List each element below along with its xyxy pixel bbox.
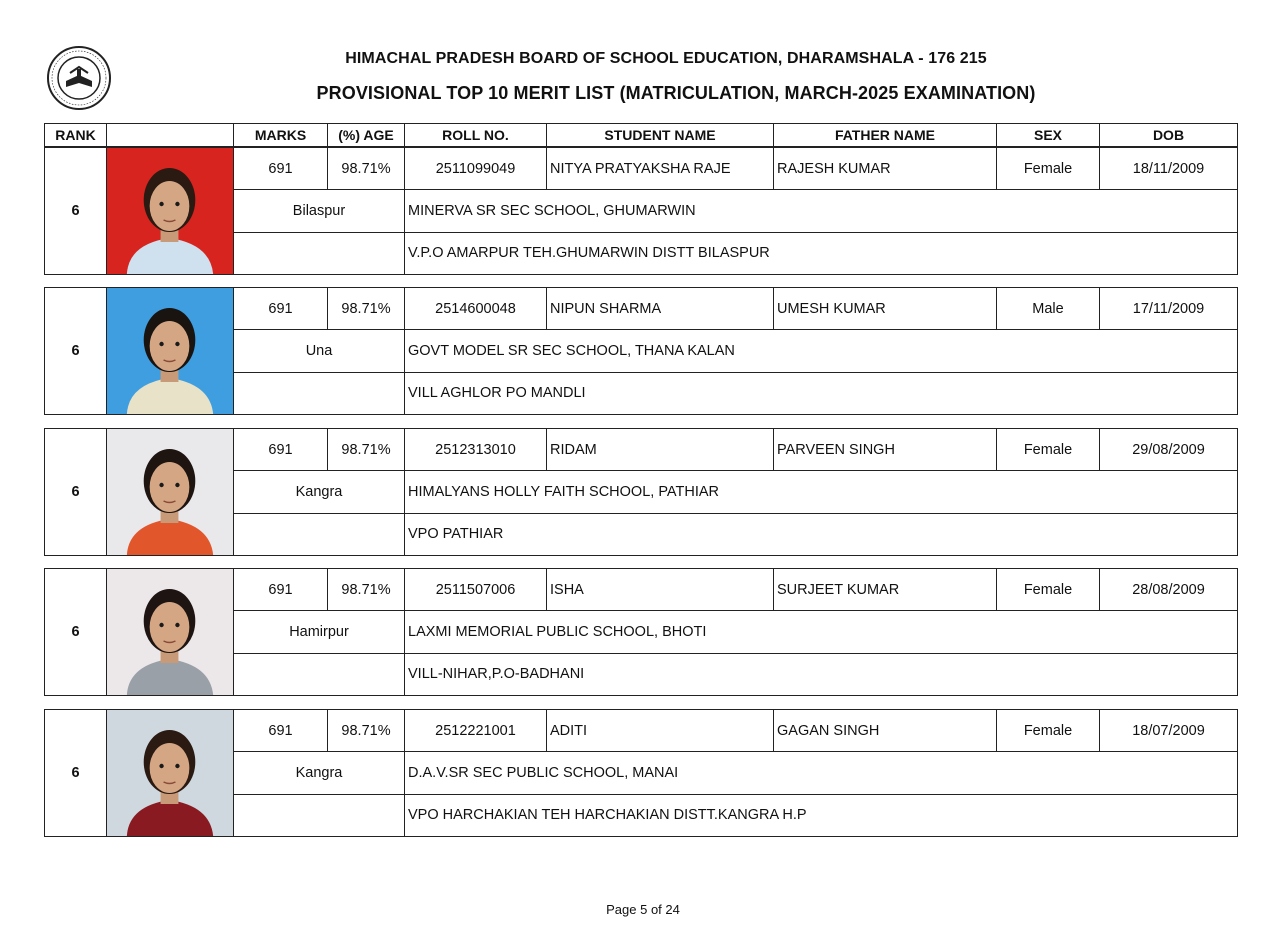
sex-cell: Female bbox=[997, 710, 1100, 752]
student-record bbox=[44, 287, 1238, 415]
dob-cell: 17/11/2009 bbox=[1100, 288, 1238, 330]
header-roll-no: ROLL NO. bbox=[405, 124, 547, 147]
district-cell: Kangra bbox=[234, 471, 405, 513]
marks-cell: 691 bbox=[234, 710, 328, 752]
sex-cell: Female bbox=[997, 429, 1100, 471]
school-name-cell: MINERVA SR SEC SCHOOL, GHUMARWIN bbox=[405, 190, 1238, 232]
roll-no-cell: 2511099049 bbox=[405, 148, 547, 190]
dob-cell: 18/11/2009 bbox=[1100, 148, 1238, 190]
student-photo bbox=[107, 710, 234, 837]
roll-no-cell: 2511507006 bbox=[405, 569, 547, 611]
student-record bbox=[44, 147, 1238, 275]
marks-cell: 691 bbox=[234, 569, 328, 611]
rank-cell: 6 bbox=[45, 710, 107, 837]
header-percentage: (%) AGE bbox=[328, 124, 405, 147]
school-name-cell: LAXMI MEMORIAL PUBLIC SCHOOL, BHOTI bbox=[405, 611, 1238, 653]
percentage-cell: 98.71% bbox=[328, 710, 405, 752]
address-cell: VILL-NIHAR,P.O-BADHANI bbox=[405, 653, 1238, 695]
school-name-cell: D.A.V.SR SEC PUBLIC SCHOOL, MANAI bbox=[405, 752, 1238, 794]
rank-cell: 6 bbox=[45, 148, 107, 275]
empty-cell bbox=[234, 794, 405, 836]
sex-cell: Male bbox=[997, 288, 1100, 330]
school-name-cell: HIMALYANS HOLLY FAITH SCHOOL, PATHIAR bbox=[405, 471, 1238, 513]
roll-no-cell: 2514600048 bbox=[405, 288, 547, 330]
board-title: HIMACHAL PRADESH BOARD OF SCHOOL EDUCATION, DHARAMSHALA - 176 215 bbox=[345, 50, 987, 67]
header-photo bbox=[107, 124, 234, 147]
father-name-cell: SURJEET KUMAR bbox=[774, 569, 997, 611]
district-cell: Hamirpur bbox=[234, 611, 405, 653]
student-photo bbox=[107, 288, 234, 415]
dob-cell: 28/08/2009 bbox=[1100, 569, 1238, 611]
student-name-cell: NITYA PRATYAKSHA RAJE bbox=[547, 148, 774, 190]
rank-cell: 6 bbox=[45, 569, 107, 696]
address-cell: VILL AGHLOR PO MANDLI bbox=[405, 372, 1238, 414]
empty-cell bbox=[234, 513, 405, 555]
empty-cell bbox=[234, 232, 405, 274]
address-cell: VPO PATHIAR bbox=[405, 513, 1238, 555]
marks-cell: 691 bbox=[234, 148, 328, 190]
student-name-cell: ADITI bbox=[547, 710, 774, 752]
sex-cell: Female bbox=[997, 569, 1100, 611]
dob-cell: 18/07/2009 bbox=[1100, 710, 1238, 752]
address-cell: V.P.O AMARPUR TEH.GHUMARWIN DISTT BILASPUR bbox=[405, 232, 1238, 274]
dob-cell: 29/08/2009 bbox=[1100, 429, 1238, 471]
percentage-cell: 98.71% bbox=[328, 569, 405, 611]
percentage-cell: 98.71% bbox=[328, 429, 405, 471]
header-rank: RANK bbox=[45, 124, 107, 147]
student-photo bbox=[107, 569, 234, 696]
district-cell: Kangra bbox=[234, 752, 405, 794]
header-sex: SEX bbox=[997, 124, 1100, 147]
percentage-cell: 98.71% bbox=[328, 148, 405, 190]
student-name-cell: ISHA bbox=[547, 569, 774, 611]
percentage-cell: 98.71% bbox=[328, 288, 405, 330]
marks-cell: 691 bbox=[234, 288, 328, 330]
school-name-cell: GOVT MODEL SR SEC SCHOOL, THANA KALAN bbox=[405, 330, 1238, 372]
roll-no-cell: 2512221001 bbox=[405, 710, 547, 752]
merit-list-title: PROVISIONAL TOP 10 MERIT LIST (MATRICULATION, MARCH-2025 EXAMINATION) bbox=[316, 83, 1036, 103]
district-cell: Bilaspur bbox=[234, 190, 405, 232]
father-name-cell: PARVEEN SINGH bbox=[774, 429, 997, 471]
rank-cell: 6 bbox=[45, 288, 107, 415]
rank-cell: 6 bbox=[45, 429, 107, 556]
marks-cell: 691 bbox=[234, 429, 328, 471]
student-photo bbox=[107, 148, 234, 275]
student-record bbox=[44, 428, 1238, 556]
header-dob: DOB bbox=[1100, 124, 1238, 147]
address-cell: VPO HARCHAKIAN TEH HARCHAKIAN DISTT.KANGRA H.P bbox=[405, 794, 1238, 836]
father-name-cell: RAJESH KUMAR bbox=[774, 148, 997, 190]
header-marks: MARKS bbox=[234, 124, 328, 147]
sex-cell: Female bbox=[997, 148, 1100, 190]
header-father-name: FATHER NAME bbox=[774, 124, 997, 147]
roll-no-cell: 2512313010 bbox=[405, 429, 547, 471]
student-photo bbox=[107, 429, 234, 556]
student-record bbox=[44, 568, 1238, 696]
student-name-cell: RIDAM bbox=[547, 429, 774, 471]
district-cell: Una bbox=[234, 330, 405, 372]
empty-cell bbox=[234, 372, 405, 414]
father-name-cell: GAGAN SINGH bbox=[774, 710, 997, 752]
column-header-row bbox=[44, 123, 1238, 147]
father-name-cell: UMESH KUMAR bbox=[774, 288, 997, 330]
page-number: Page 5 of 24 bbox=[606, 902, 680, 917]
student-name-cell: NIPUN SHARMA bbox=[547, 288, 774, 330]
student-record bbox=[44, 709, 1238, 837]
header-student-name: STUDENT NAME bbox=[547, 124, 774, 147]
empty-cell bbox=[234, 653, 405, 695]
